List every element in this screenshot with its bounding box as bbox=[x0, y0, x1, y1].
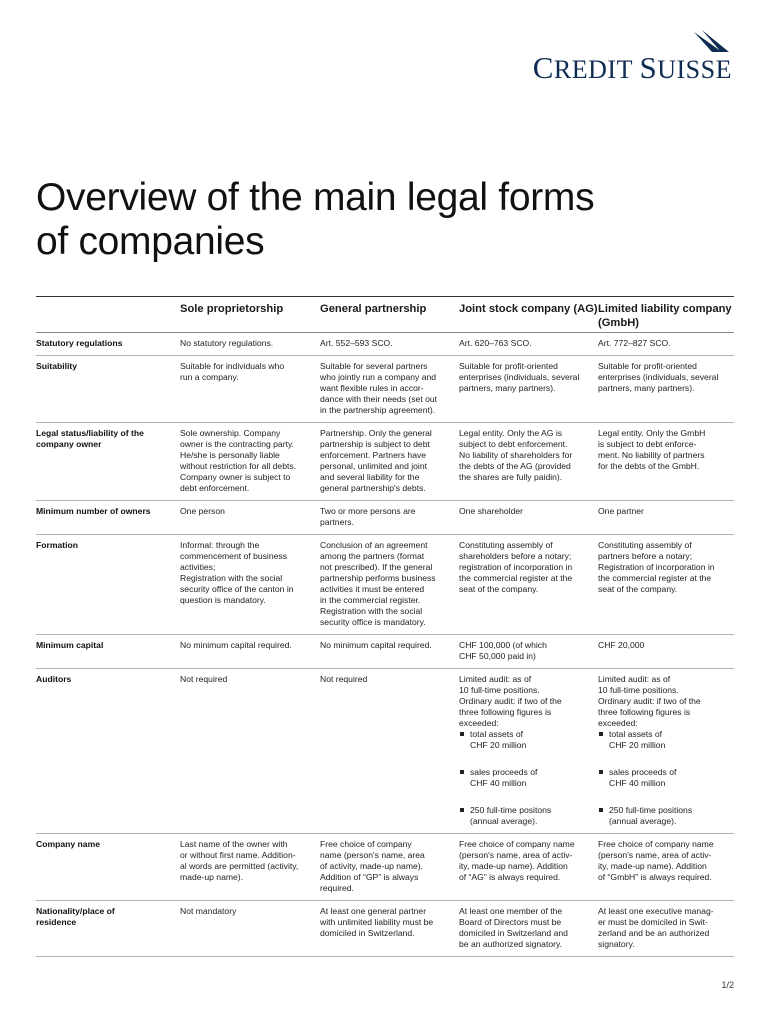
cell-line: debt enforcement. bbox=[180, 483, 250, 493]
cell-line: security office of the canton in bbox=[180, 584, 294, 594]
cell-line: partners before a notary; bbox=[598, 551, 693, 561]
criteria-list-item bbox=[459, 729, 592, 751]
criteria-line: CHF 40 million bbox=[470, 778, 527, 788]
cell-limited-liability-company bbox=[598, 834, 734, 900]
cell-line: No minimum capital required. bbox=[180, 640, 292, 650]
cell-line: partners, many partners). bbox=[459, 383, 556, 393]
cell-general-partnership bbox=[320, 356, 459, 422]
criteria-list bbox=[598, 729, 728, 827]
cell-general-partnership bbox=[320, 501, 459, 534]
cell-line: question is mandatory. bbox=[180, 595, 266, 605]
cell-line: Sole ownership. Company bbox=[180, 428, 281, 438]
cell-line: Ordinary audit: if two of the bbox=[459, 696, 562, 706]
cell-line: No liability of shareholders for bbox=[459, 450, 573, 460]
cell-line: Ordinary audit: if two of the bbox=[598, 696, 701, 706]
cell-line: No statutory regulations. bbox=[180, 338, 274, 348]
row-label: Minimum number of owners bbox=[36, 506, 151, 516]
cell-line: who jointly run a company and bbox=[320, 372, 437, 382]
cell-line: without restriction for all debts. bbox=[180, 461, 297, 471]
cell-line: Last name of the owner with bbox=[180, 839, 288, 849]
cell-limited-liability-company bbox=[598, 635, 734, 668]
cell-line: seat of the company. bbox=[459, 584, 539, 594]
criteria-list bbox=[459, 729, 592, 827]
cell-line: registration of incorporation in bbox=[459, 562, 573, 572]
cell-line: dance with their needs (set out bbox=[320, 394, 438, 404]
table-row bbox=[36, 535, 734, 635]
cell-line: name (person's name, area bbox=[320, 850, 425, 860]
cell-line: not prescribed). If the general bbox=[320, 562, 433, 572]
cell-line: Not required bbox=[180, 674, 228, 684]
cell-line: activities; bbox=[180, 562, 216, 572]
row-label: Minimum capital bbox=[36, 640, 104, 650]
cell-line: Suitable for profit-oriented bbox=[459, 361, 558, 371]
cell-joint-stock-company bbox=[459, 635, 598, 668]
row-label-line: Legal status/liability of the bbox=[36, 428, 144, 438]
table-row bbox=[36, 423, 734, 501]
cell-sole-proprietorship bbox=[180, 423, 320, 500]
cell-line: zerland and be an authorized bbox=[598, 928, 710, 938]
cell-line: One partner bbox=[598, 506, 644, 516]
cell-line: Addition of “GP” is always bbox=[320, 872, 419, 882]
cell-line: enforcement. Partners have bbox=[320, 450, 427, 460]
criteria-line: CHF 20 million bbox=[470, 740, 527, 750]
cell-line: the shares are fully paidin). bbox=[459, 472, 563, 482]
cell-general-partnership bbox=[320, 333, 459, 355]
criteria-list-item bbox=[598, 805, 728, 827]
criteria-list-item bbox=[598, 767, 728, 789]
criteria-line: (annual average). bbox=[470, 816, 538, 826]
header-general-partnership: General partnership bbox=[320, 303, 427, 315]
cell-line: Registration of incorporation in bbox=[598, 562, 715, 572]
cell-line: Free choice of company name bbox=[459, 839, 575, 849]
cell-line: commencement of business bbox=[180, 551, 287, 561]
cell-line: want flexible rules in accor- bbox=[320, 383, 424, 393]
cell-line: ity, made-up name). Addition bbox=[459, 861, 568, 871]
cell-line: for the debts of the GmbH. bbox=[598, 461, 700, 471]
cell-line: exceeded: bbox=[598, 718, 638, 728]
cell-joint-stock-company bbox=[459, 669, 598, 833]
cell-line: Art. 552–593 SCO. bbox=[320, 338, 393, 348]
page-title: Overview of the main legal forms of companies bbox=[36, 176, 595, 263]
table-row bbox=[36, 669, 734, 834]
cell-line: in the partnership agreement). bbox=[320, 405, 436, 415]
criteria-line: total assets of bbox=[609, 729, 663, 739]
cell-line: general partnership's debts. bbox=[320, 483, 426, 493]
cell-joint-stock-company bbox=[459, 834, 598, 900]
cell-general-partnership bbox=[320, 834, 459, 900]
cell-line: Informal: through the bbox=[180, 540, 260, 550]
cell-line: be an authorized signatory. bbox=[459, 939, 563, 949]
cell-line: personal, unlimited and joint bbox=[320, 461, 428, 471]
cell-line: of “GmbH” is always required. bbox=[598, 872, 712, 882]
cell-line: three following figures is bbox=[598, 707, 691, 717]
row-label-line: residence bbox=[36, 917, 77, 927]
cell-line: One shareholder bbox=[459, 506, 524, 516]
cell-line: Registration with the social bbox=[320, 606, 423, 616]
cell-line: 10 full-time positions. bbox=[598, 685, 679, 695]
cell-line: enterprises (individuals, several bbox=[459, 372, 580, 382]
criteria-line: CHF 20 million bbox=[609, 740, 666, 750]
cell-line: domiciled in Switzerland and bbox=[459, 928, 568, 938]
cell-limited-liability-company bbox=[598, 901, 734, 956]
cell-line: Constituting assembly of bbox=[459, 540, 553, 550]
cell-line: er must be domiciled in Swit- bbox=[598, 917, 708, 927]
cell-line: Limited audit: as of bbox=[598, 674, 671, 684]
cell-limited-liability-company bbox=[598, 535, 734, 634]
cell-general-partnership bbox=[320, 669, 459, 833]
cell-line: Suitable for individuals who bbox=[180, 361, 285, 371]
cell-line: Art. 620–763 SCO. bbox=[459, 338, 532, 348]
criteria-list-item bbox=[598, 729, 728, 751]
cell-sole-proprietorship bbox=[180, 356, 320, 422]
cell-line: partners. bbox=[320, 517, 354, 527]
cell-limited-liability-company bbox=[598, 669, 734, 833]
cell-line: Not required bbox=[320, 674, 368, 684]
cell-sole-proprietorship bbox=[180, 635, 320, 668]
cell-line: shareholders before a notary; bbox=[459, 551, 572, 561]
table-row bbox=[36, 834, 734, 901]
cell-line: partnership is subject to debt bbox=[320, 439, 430, 449]
cell-line: (person's name, area of activ- bbox=[598, 850, 712, 860]
cell-line: Free choice of company name bbox=[598, 839, 714, 849]
cell-line: partners, many partners). bbox=[598, 383, 695, 393]
cell-line: seat of the company. bbox=[598, 584, 678, 594]
cell-line: al words are permitted (activity, bbox=[180, 861, 299, 871]
cell-line: 10 full-time positions. bbox=[459, 685, 540, 695]
row-label-line: company owner bbox=[36, 439, 102, 449]
cell-joint-stock-company bbox=[459, 423, 598, 500]
cell-line: owner is the contracting party. bbox=[180, 439, 295, 449]
cell-line: of “AG” is always required. bbox=[459, 872, 561, 882]
table-row bbox=[36, 356, 734, 423]
cell-line: Partnership. Only the general bbox=[320, 428, 432, 438]
cell-line: At least one member of the bbox=[459, 906, 563, 916]
criteria-line: total assets of bbox=[470, 729, 524, 739]
cell-sole-proprietorship bbox=[180, 901, 320, 956]
cell-line: (person's name, area of activ- bbox=[459, 850, 573, 860]
cell-line: One person bbox=[180, 506, 225, 516]
cell-line: exceeded: bbox=[459, 718, 499, 728]
cell-limited-liability-company bbox=[598, 356, 734, 422]
cell-line: CHF 20,000 bbox=[598, 640, 645, 650]
cell-line: ment. No liability of partners bbox=[598, 450, 705, 460]
header-joint-stock-company: Joint stock company (AG) bbox=[459, 303, 598, 315]
cell-line: CHF 100,000 (of which bbox=[459, 640, 547, 650]
header-limited-liability-company: Limited liability company (GmbH) bbox=[598, 303, 732, 329]
cell-limited-liability-company bbox=[598, 501, 734, 534]
cell-line: or without first name. Addition- bbox=[180, 850, 296, 860]
cell-line: Legal entity. Only the AG is bbox=[459, 428, 563, 438]
criteria-line: sales proceeds of bbox=[470, 767, 538, 777]
cell-joint-stock-company bbox=[459, 356, 598, 422]
cell-joint-stock-company bbox=[459, 333, 598, 355]
cell-line: the commercial register at the bbox=[598, 573, 712, 583]
header-sole-proprietorship: Sole proprietorship bbox=[180, 303, 284, 315]
criteria-list-item bbox=[459, 805, 592, 827]
legal-forms-table bbox=[36, 296, 734, 957]
cell-sole-proprietorship bbox=[180, 834, 320, 900]
cell-line: CHF 50,000 paid in) bbox=[459, 651, 536, 661]
table-header bbox=[36, 297, 734, 333]
cell-sole-proprietorship bbox=[180, 669, 320, 833]
cell-line: Conclusion of an agreement bbox=[320, 540, 428, 550]
cell-line: made-up name). bbox=[180, 872, 244, 882]
cell-limited-liability-company bbox=[598, 333, 734, 355]
row-label: Suitability bbox=[36, 361, 78, 371]
cell-line: Two or more persons are bbox=[320, 506, 416, 516]
cell-joint-stock-company bbox=[459, 535, 598, 634]
cell-line: the commercial register at the bbox=[459, 573, 573, 583]
cell-line: No minimum capital required. bbox=[320, 640, 432, 650]
cell-line: in the commercial register. bbox=[320, 595, 421, 605]
cell-sole-proprietorship bbox=[180, 501, 320, 534]
cell-line: He/she is personally liable bbox=[180, 450, 280, 460]
criteria-line: 250 full-time positions bbox=[609, 805, 693, 815]
cell-line: activities it must be entered bbox=[320, 584, 425, 594]
cell-line: Company owner is subject to bbox=[180, 472, 291, 482]
criteria-list-item bbox=[459, 767, 592, 789]
cell-line: Legal entity. Only the GmbH bbox=[598, 428, 706, 438]
cell-sole-proprietorship bbox=[180, 333, 320, 355]
cell-line: Suitable for several partners bbox=[320, 361, 428, 371]
row-label bbox=[36, 901, 180, 956]
cell-line: domiciled in Switzerland. bbox=[320, 928, 415, 938]
criteria-line: sales proceeds of bbox=[609, 767, 677, 777]
cell-line: Free choice of company bbox=[320, 839, 412, 849]
table-row bbox=[36, 333, 734, 356]
cell-line: required. bbox=[320, 883, 354, 893]
cell-line: enterprises (individuals, several bbox=[598, 372, 719, 382]
cell-sole-proprietorship bbox=[180, 535, 320, 634]
table-row bbox=[36, 901, 734, 957]
row-label-line: Nationality/place of bbox=[36, 906, 115, 916]
cell-general-partnership bbox=[320, 535, 459, 634]
header-empty bbox=[36, 297, 180, 332]
cell-line: subject to debt enforcement. bbox=[459, 439, 568, 449]
cell-line: security office is mandatory. bbox=[320, 617, 426, 627]
cell-line: Not mandatory bbox=[180, 906, 237, 916]
page-number: 1/2 bbox=[721, 980, 734, 990]
criteria-line: CHF 40 million bbox=[609, 778, 666, 788]
credit-suisse-logo bbox=[502, 30, 732, 85]
row-label: Formation bbox=[36, 540, 79, 550]
cell-limited-liability-company bbox=[598, 423, 734, 500]
cell-line: ity, made-up name). Addition bbox=[598, 861, 707, 871]
row-label: Auditors bbox=[36, 674, 72, 684]
cell-line: among the partners (format bbox=[320, 551, 425, 561]
cell-line: the debts of the AG (provided bbox=[459, 461, 571, 471]
cell-line: and several liability for the bbox=[320, 472, 420, 482]
cell-line: with unlimited liability must be bbox=[320, 917, 434, 927]
cell-line: Registration with the social bbox=[180, 573, 283, 583]
cell-line: At least one executive manag- bbox=[598, 906, 714, 916]
cell-line: of activity, made-up name). bbox=[320, 861, 424, 871]
cell-line: Suitable for profit-oriented bbox=[598, 361, 697, 371]
cell-line: partnership performs business bbox=[320, 573, 436, 583]
criteria-line: (annual average). bbox=[609, 816, 677, 826]
cell-line: signatory. bbox=[598, 939, 635, 949]
cell-general-partnership bbox=[320, 635, 459, 668]
cell-line: Constituting assembly of bbox=[598, 540, 692, 550]
cell-joint-stock-company bbox=[459, 901, 598, 956]
row-label bbox=[36, 423, 180, 500]
cell-line: At least one general partner bbox=[320, 906, 427, 916]
cell-general-partnership bbox=[320, 423, 459, 500]
cell-line: is subject to debt enforce- bbox=[598, 439, 697, 449]
cell-line: run a company. bbox=[180, 372, 239, 382]
criteria-line: 250 full-time positons bbox=[470, 805, 552, 815]
brand-wordmark: CREDIT SUISSE bbox=[532, 50, 732, 85]
row-label: Statutory regulations bbox=[36, 338, 123, 348]
cell-joint-stock-company bbox=[459, 501, 598, 534]
cell-general-partnership bbox=[320, 901, 459, 956]
table-row bbox=[36, 635, 734, 669]
cell-line: Board of Directors must be bbox=[459, 917, 562, 927]
cell-line: three following figures is bbox=[459, 707, 552, 717]
row-label: Company name bbox=[36, 839, 100, 849]
table-row bbox=[36, 501, 734, 535]
cell-line: Art. 772–827 SCO. bbox=[598, 338, 671, 348]
cell-line: Limited audit: as of bbox=[459, 674, 532, 684]
